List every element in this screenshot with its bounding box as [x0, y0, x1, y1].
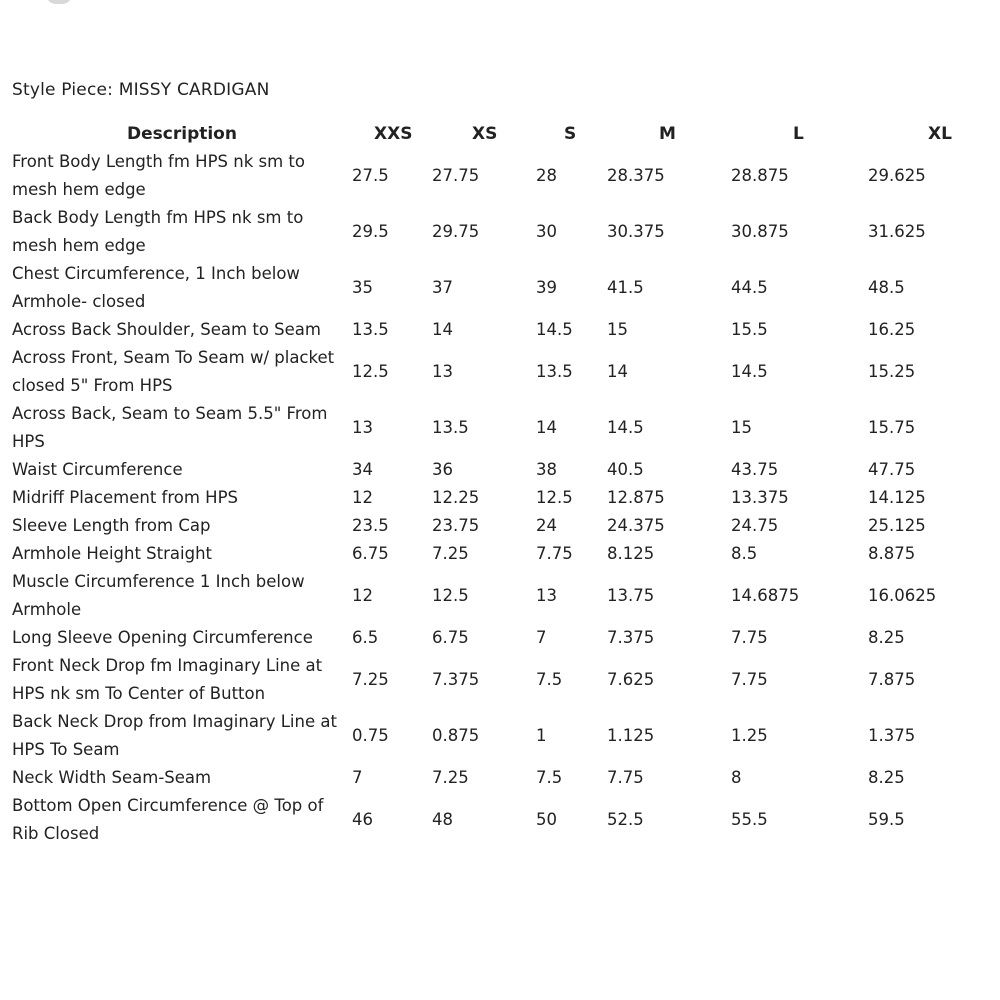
cell-l: 43.75 — [731, 460, 779, 479]
cell-xxs: 46 — [352, 810, 373, 829]
row-description: Muscle Circumference 1 Inch below Armhole — [12, 572, 305, 619]
cell-xl: 7.875 — [868, 670, 916, 689]
cell-xl: 16.25 — [868, 320, 916, 339]
cell-l: 7.75 — [731, 670, 768, 689]
cell-s: 14 — [536, 418, 557, 437]
corner-decoration — [46, 0, 72, 4]
cell-xxs: 6.75 — [352, 544, 389, 563]
cell-s: 28 — [536, 166, 557, 185]
cell-xl: 8.25 — [868, 628, 905, 647]
table-header-row — [12, 120, 972, 148]
cell-l: 28.875 — [731, 166, 789, 185]
cell-s: 14.5 — [536, 320, 573, 339]
cell-xl: 15.25 — [868, 362, 916, 381]
cell-xxs: 6.5 — [352, 628, 379, 647]
cell-l: 14.6875 — [731, 586, 800, 605]
column-header-xxs: XXS — [374, 124, 413, 144]
cell-xs: 6.75 — [432, 628, 469, 647]
cell-xxs: 13 — [352, 418, 373, 437]
cell-xs: 36 — [432, 460, 453, 479]
cell-xs: 48 — [432, 810, 453, 829]
row-description: Bottom Open Circumference @ Top of Rib Closed — [12, 796, 324, 843]
cell-s: 13.5 — [536, 362, 573, 381]
column-header-xs: XS — [472, 124, 498, 144]
cell-s: 30 — [536, 222, 557, 241]
cell-xxs: 34 — [352, 460, 373, 479]
table-row — [12, 148, 972, 204]
table-row — [12, 400, 972, 456]
cell-l: 13.375 — [731, 488, 789, 507]
row-description: Across Back Shoulder, Seam to Seam — [12, 320, 321, 339]
cell-m: 13.75 — [607, 586, 655, 605]
cell-m: 52.5 — [607, 810, 644, 829]
table-row — [12, 568, 972, 624]
cell-xl: 1.375 — [868, 726, 916, 745]
cell-s: 50 — [536, 810, 557, 829]
cell-xxs: 7 — [352, 768, 363, 787]
row-description: Armhole Height Straight — [12, 544, 212, 563]
table-row — [12, 792, 972, 848]
cell-s: 13 — [536, 586, 557, 605]
cell-xl: 15.75 — [868, 418, 916, 437]
table-row — [12, 512, 972, 540]
cell-m: 1.125 — [607, 726, 655, 745]
cell-xl: 47.75 — [868, 460, 916, 479]
cell-xl: 8.875 — [868, 544, 916, 563]
row-description: Front Body Length fm HPS nk sm to mesh hem edge — [12, 152, 305, 199]
cell-xl: 31.625 — [868, 222, 926, 241]
cell-s: 7 — [536, 628, 547, 647]
row-description: Neck Width Seam-Seam — [12, 768, 212, 787]
column-header-xl: XL — [928, 124, 952, 144]
cell-xxs: 23.5 — [352, 516, 389, 535]
cell-xs: 37 — [432, 278, 453, 297]
table-row — [12, 708, 972, 764]
cell-s: 24 — [536, 516, 557, 535]
cell-xl: 16.0625 — [868, 586, 937, 605]
cell-s: 7.5 — [536, 768, 563, 787]
cell-m: 15 — [607, 320, 628, 339]
column-header-description: Description — [127, 124, 237, 144]
cell-m: 28.375 — [607, 166, 665, 185]
cell-l: 15 — [731, 418, 752, 437]
cell-l: 55.5 — [731, 810, 768, 829]
cell-m: 30.375 — [607, 222, 665, 241]
cell-m: 12.875 — [607, 488, 665, 507]
row-description: Midriff Placement from HPS — [12, 488, 239, 507]
cell-xl: 29.625 — [868, 166, 926, 185]
style-piece-title: Style Piece: MISSY CARDIGAN — [12, 80, 270, 100]
cell-xs: 14 — [432, 320, 453, 339]
cell-m: 7.75 — [607, 768, 644, 787]
cell-m: 7.625 — [607, 670, 655, 689]
measurement-spec-table — [12, 120, 972, 848]
cell-xxs: 12.5 — [352, 362, 389, 381]
cell-l: 1.25 — [731, 726, 768, 745]
table-row — [12, 652, 972, 708]
cell-l: 7.75 — [731, 628, 768, 647]
cell-l: 15.5 — [731, 320, 768, 339]
cell-m: 24.375 — [607, 516, 665, 535]
cell-s: 1 — [536, 726, 547, 745]
row-description: Across Back, Seam to Seam 5.5" From HPS — [12, 404, 328, 451]
cell-xxs: 13.5 — [352, 320, 389, 339]
cell-xs: 0.875 — [432, 726, 480, 745]
cell-s: 39 — [536, 278, 557, 297]
cell-xl: 8.25 — [868, 768, 905, 787]
cell-m: 7.375 — [607, 628, 655, 647]
cell-xs: 12.5 — [432, 586, 469, 605]
cell-xs: 7.375 — [432, 670, 480, 689]
cell-xs: 29.75 — [432, 222, 480, 241]
table-row — [12, 764, 972, 792]
table-body — [12, 148, 972, 848]
cell-xs: 23.75 — [432, 516, 480, 535]
cell-l: 8 — [731, 768, 742, 787]
cell-m: 41.5 — [607, 278, 644, 297]
cell-xs: 27.75 — [432, 166, 480, 185]
column-header-s: S — [564, 124, 577, 144]
cell-xl: 59.5 — [868, 810, 905, 829]
cell-l: 8.5 — [731, 544, 758, 563]
cell-s: 12.5 — [536, 488, 573, 507]
row-description: Back Neck Drop from Imaginary Line at HPS To Seam — [12, 712, 337, 759]
cell-m: 14 — [607, 362, 628, 381]
cell-xs: 13.5 — [432, 418, 469, 437]
cell-xs: 12.25 — [432, 488, 480, 507]
table-row — [12, 540, 972, 568]
row-description: Waist Circumference — [12, 460, 183, 479]
cell-l: 24.75 — [731, 516, 779, 535]
table-row — [12, 624, 972, 652]
cell-xxs: 35 — [352, 278, 373, 297]
cell-xxs: 7.25 — [352, 670, 389, 689]
table-row — [12, 204, 972, 260]
cell-xl: 25.125 — [868, 516, 926, 535]
cell-s: 7.5 — [536, 670, 563, 689]
table-row — [12, 344, 972, 400]
cell-l: 30.875 — [731, 222, 789, 241]
cell-m: 8.125 — [607, 544, 655, 563]
cell-l: 44.5 — [731, 278, 768, 297]
table-row — [12, 456, 972, 484]
row-description: Sleeve Length from Cap — [12, 516, 211, 535]
cell-xl: 48.5 — [868, 278, 905, 297]
cell-xl: 14.125 — [868, 488, 926, 507]
cell-xxs: 0.75 — [352, 726, 389, 745]
cell-xxs: 27.5 — [352, 166, 389, 185]
column-header-l: L — [793, 124, 804, 144]
cell-xs: 7.25 — [432, 768, 469, 787]
cell-l: 14.5 — [731, 362, 768, 381]
row-description: Front Neck Drop fm Imaginary Line at HPS nk sm To Center of Button — [12, 656, 323, 703]
cell-s: 7.75 — [536, 544, 573, 563]
cell-m: 14.5 — [607, 418, 644, 437]
cell-xxs: 29.5 — [352, 222, 389, 241]
table-row — [12, 316, 972, 344]
column-header-m: M — [659, 124, 676, 144]
table-row — [12, 484, 972, 512]
cell-xs: 7.25 — [432, 544, 469, 563]
cell-m: 40.5 — [607, 460, 644, 479]
row-description: Across Front, Seam To Seam w/ placket closed 5" From HPS — [12, 348, 335, 395]
cell-s: 38 — [536, 460, 557, 479]
row-description: Long Sleeve Opening Circumference — [12, 628, 313, 647]
cell-xxs: 12 — [352, 586, 373, 605]
table-row — [12, 260, 972, 316]
row-description: Back Body Length fm HPS nk sm to mesh hem edge — [12, 208, 304, 255]
cell-xxs: 12 — [352, 488, 373, 507]
cell-xs: 13 — [432, 362, 453, 381]
row-description: Chest Circumference, 1 Inch below Armhole- closed — [12, 264, 300, 311]
